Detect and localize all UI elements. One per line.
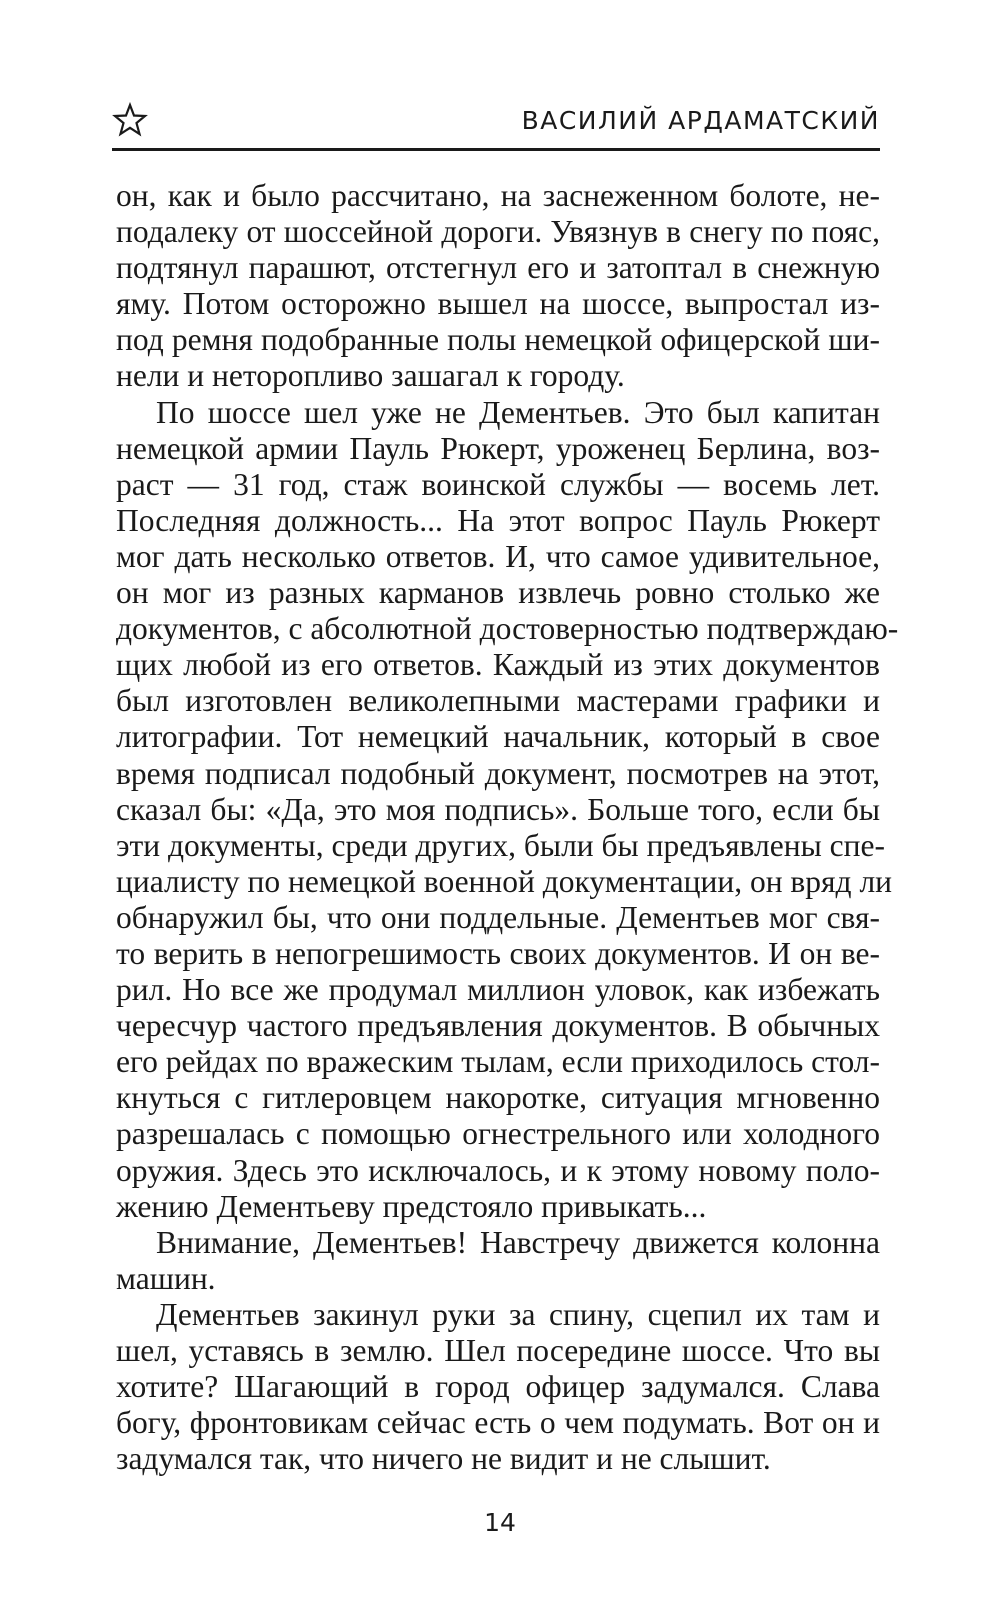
- text-line: жению Дементьеву предстояло привыкать...: [116, 1188, 707, 1224]
- page-number: 14: [484, 1508, 516, 1537]
- text-line: яму. Потом осторожно вышел на шоссе, выпростал из-: [116, 286, 880, 322]
- text-line: он мог из разных карманов извлечь ровно столько же: [116, 575, 880, 611]
- text-line: был изготовлен великолепными мастерами графики и: [116, 683, 880, 719]
- text-line: машин.: [116, 1260, 216, 1296]
- text-line: По шоссе шел уже не Дементьев. Это был капитан: [156, 394, 880, 430]
- text-line: Последняя должность... На этот вопрос Пауль Рюкерт: [116, 502, 880, 538]
- text-line: эти документы, среди других, были бы предъявлены спе-: [116, 827, 885, 863]
- text-line: он, как и было рассчитано, на заснеженном болоте, не-: [116, 178, 880, 213]
- text-line: литографии. Тот немецкий начальник, который в свое: [116, 719, 880, 755]
- text-line: подтянул парашют, отстегнул его и затоптал в снежную: [116, 250, 880, 286]
- text-line: обнаружил бы, что они поддельные. Дементьев мог свя-: [116, 899, 880, 935]
- text-line: Дементьев закинул руки за спину, сцепил их там и: [156, 1296, 880, 1332]
- text-line: Внимание, Дементьев! Навстречу движется колонна: [156, 1224, 880, 1260]
- text-line: хотите? Шагающий в город офицер задумался. Слава: [116, 1369, 880, 1405]
- author-name: ВАСИЛИЙ АРДАМАТСКИЙ: [521, 106, 880, 135]
- text-line: циалисту по немецкой военной документации, он вряд ли: [116, 863, 893, 899]
- text-line: оружия. Здесь это исключалось, и к этому новому поло-: [116, 1152, 880, 1188]
- star-outline-icon: [112, 102, 148, 138]
- text-line: документов, с абсолютной достоверностью подтверждаю-: [116, 611, 899, 647]
- text-line: раст — 31 год, стаж воинской службы — восемь лет.: [116, 466, 880, 502]
- text-line: время подписал подобный документ, посмотрев на этот,: [116, 755, 880, 791]
- text-line: разрешалась с помощью огнестрельного или холодного: [116, 1116, 880, 1152]
- text-line: то верить в непогрешимость своих документов. И он ве-: [116, 935, 880, 971]
- text-line: шел, уставясь в землю. Шел посередине шоссе. Что вы: [116, 1333, 880, 1368]
- text-line: кнуться с гитлеровцем накоротке, ситуация мгновенно: [116, 1080, 880, 1116]
- running-header: [112, 96, 880, 151]
- text-line: сказал бы: «Да, это моя подпись». Больше того, если бы: [116, 791, 880, 827]
- text-line: чересчур частого предъявления документов. В обычных: [116, 1008, 880, 1044]
- text-line: богу, фронтовикам сейчас есть о чем подумать. Вот он и: [116, 1405, 880, 1441]
- body-text: [116, 178, 899, 1477]
- text-line: его рейдах по вражеским тылам, если приходилось стол-: [116, 1044, 880, 1080]
- text-line: немецкой армии Пауль Рюкерт, уроженец Берлина, воз-: [116, 430, 880, 466]
- text-line: задумался так, что ничего не видит и не слышит.: [116, 1441, 771, 1477]
- text-line: под ремня подобранные полы немецкой офицерской ши-: [116, 322, 880, 358]
- text-line: рил. Но все же продумал миллион уловок, как избежать: [116, 972, 880, 1008]
- text-line: щих любой из его ответов. Каждый из этих документов: [116, 647, 880, 683]
- text-line: нели и неторопливо зашагал к городу.: [116, 358, 625, 394]
- text-line: мог дать несколько ответов. И, что самое удивительное,: [116, 538, 880, 574]
- text-line: подалеку от шоссейной дороги. Увязнув в снегу по пояс,: [116, 214, 880, 250]
